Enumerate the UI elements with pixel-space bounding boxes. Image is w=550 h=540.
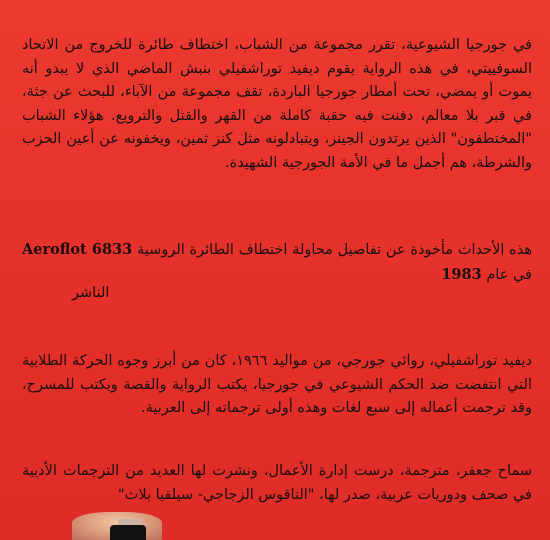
year: 1983 — [441, 265, 482, 283]
author-bio: ديفيد توراشفيلي، روائي جورجي، من مواليد ١٩٦٦، كان من أبرز وجوه الحركة الطلابية التي انتفضت ضد الحكم الشيوعي في جورجيا، يكتب الرواية والقصة ويكتب للمسرح، وقد ترجمت أعماله إلى سبع لغات وهذه أولى ترجماته إلى العربية. — [22, 353, 532, 416]
cover-photo-dark-detail — [110, 525, 146, 540]
source-note-text: هذه الأحداث مأخوذة عن تفاصيل محاولة اختطاف الطائرة الروسية — [137, 242, 532, 258]
blurb-paragraph: في جورجيا الشيوعية، تقرر مجموعة من الشباب، اختطاف طائرة للخروج من الاتحاد السوفييتي، في هذه الرواية يقوم ديفيد توراشفيلي بنبش الماضي الذي لا يبدو أنه يموت أو يمضي، تحت أمطار جورجيا الباردة، تقف مجموعة من الآباء، للبحث عن جثة، في قبر بلا معالم، دفنت فيه حقبة كاملة من القهر والقتل والترويع. هؤلاء الشباب "المختطفون" الذين يرتدون الجينز، ويتبادلونه مثل كنز ثمين، ويخفونه عن أعين الحزب والشرطة، هم أجمل ما في الأمة الجورجية الشهيدة. — [22, 37, 532, 171]
publisher-signature: الناشر — [72, 285, 110, 301]
year-prefix: في عام — [486, 266, 532, 283]
flight-name: Aeroflot 6833 — [22, 241, 133, 258]
translator-bio: سماح جعفر، مترجمة، درست إدارة الأعمال، ونشرت لها العديد من الترجمات الأدبية في صحف ودوريات عربية، صدر لها، "الناقوس الزجاجي- سيلفيا بلاث" — [22, 463, 532, 503]
source-note — [22, 238, 532, 287]
